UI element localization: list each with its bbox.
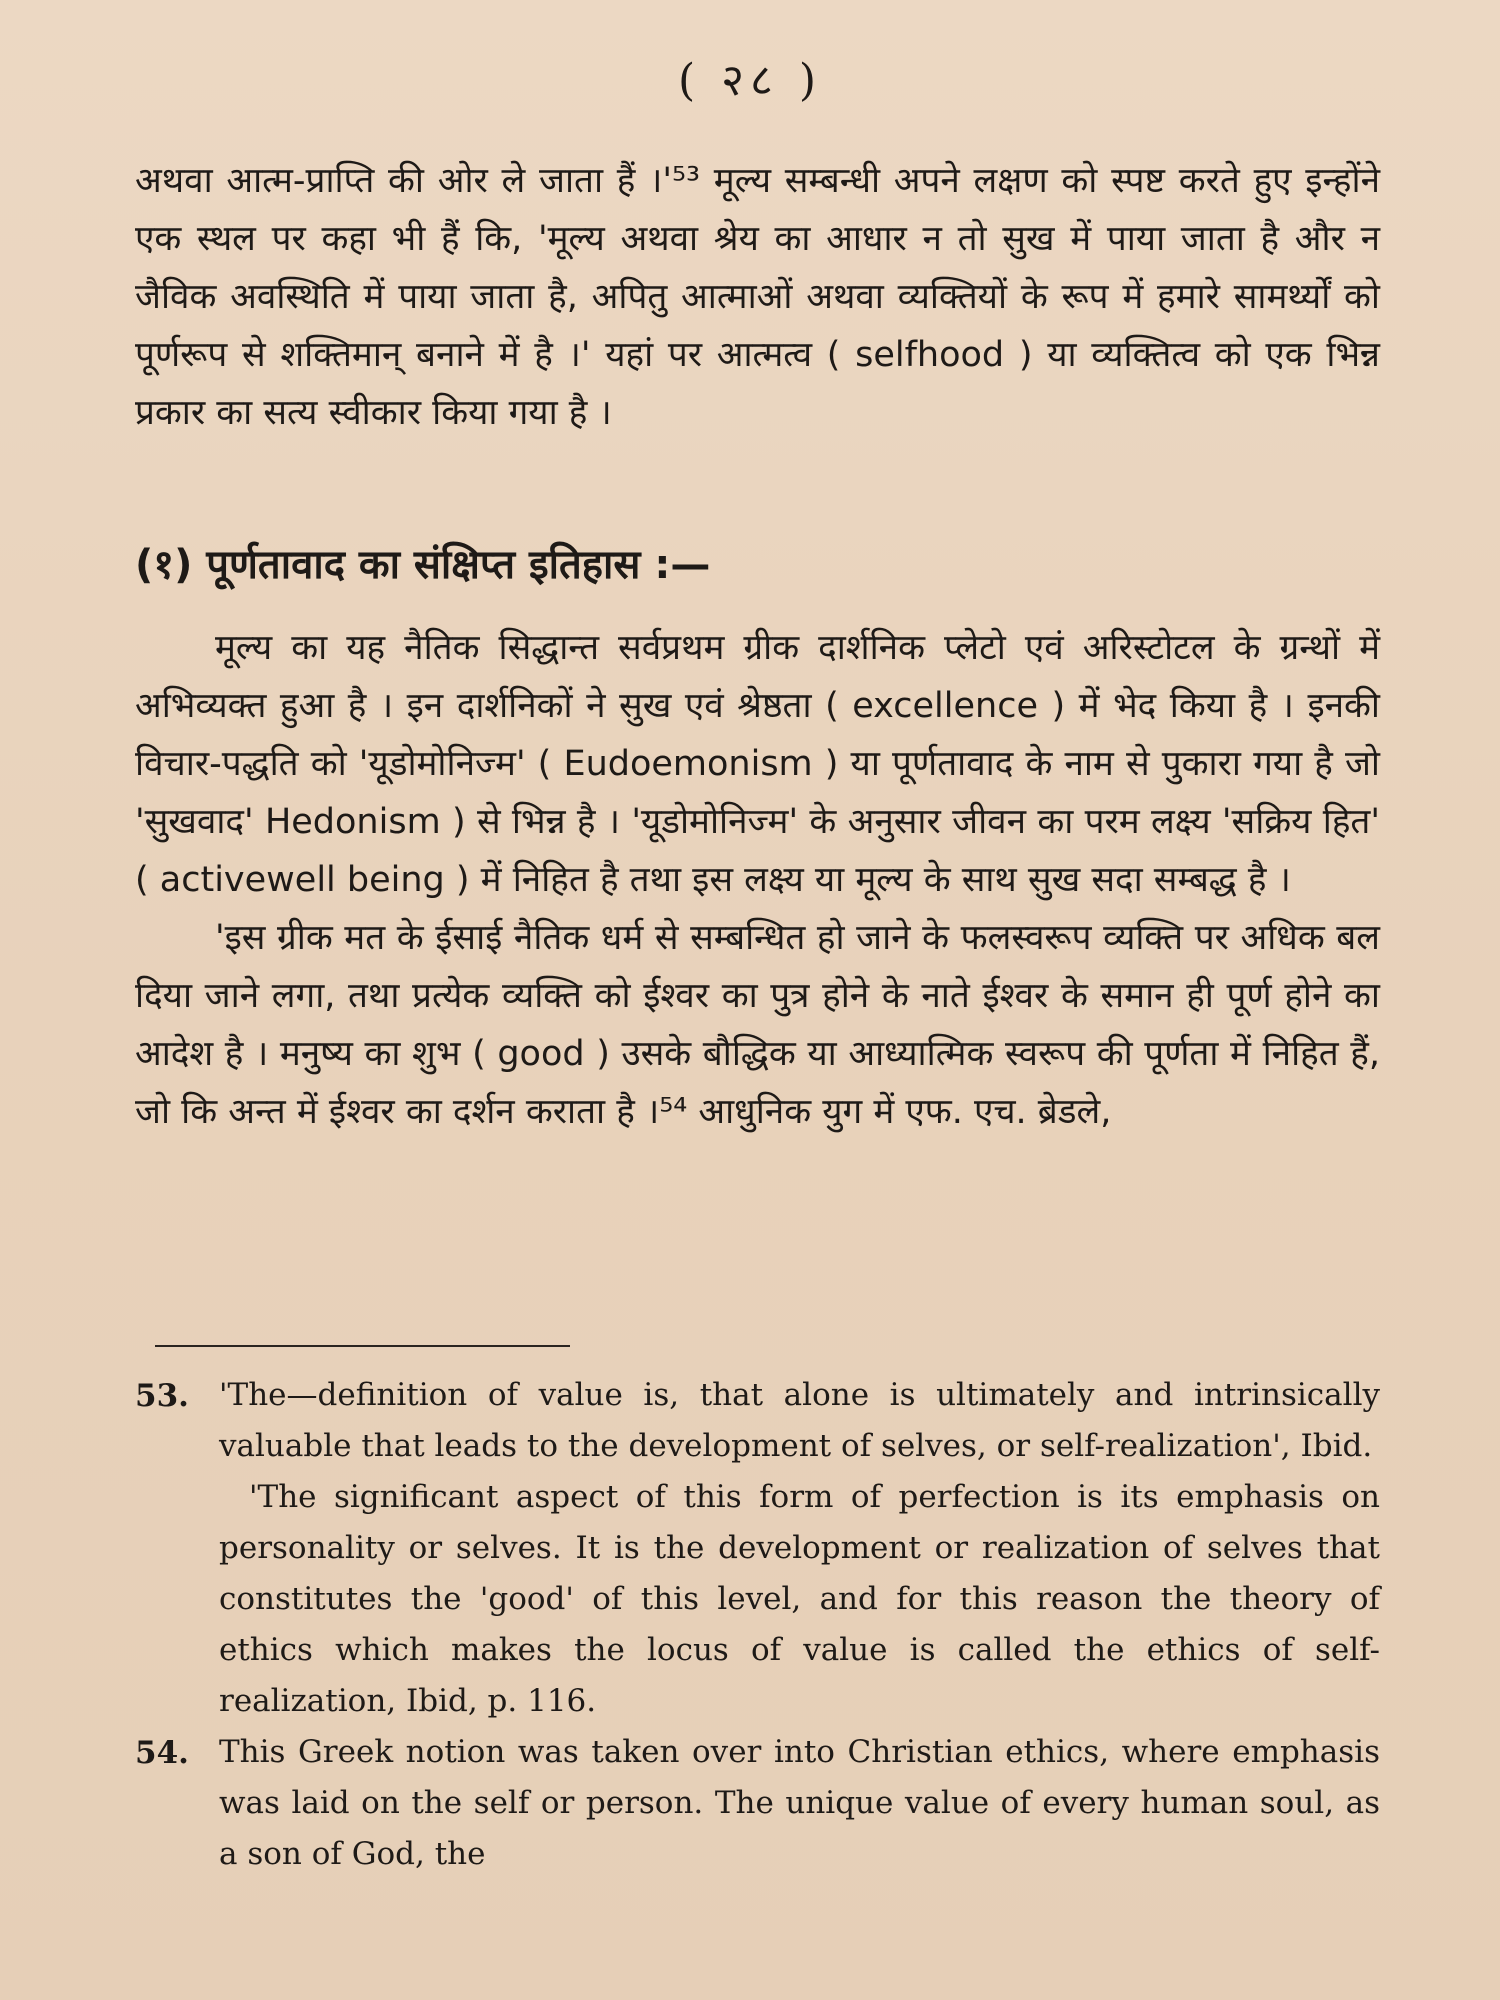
footnote-number: 53. [135, 1378, 189, 1414]
footnote-number: 54. [135, 1735, 189, 1771]
footnote-divider [155, 1345, 570, 1347]
footnotes [135, 1370, 1380, 1880]
intro-paragraph-block [135, 152, 1380, 442]
footnote-text: 'The—definition of value is, that alone is ultimately and intrinsically valuable that leads to the development of selves, or self-realization', Ibid. [219, 1377, 1380, 1464]
footnote-54 [135, 1727, 1380, 1880]
footnote-text: This Greek notion was taken over into Christian ethics, where emphasis was laid on the self or person. The unique value of every human soul, as a son of God, the [219, 1734, 1380, 1872]
perfectionism-history-paragraph: मूल्य का यह नैतिक सिद्धान्त सर्वप्रथम ग्रीक दार्शनिक प्लेटो एवं अरिस्टोटल के ग्रन्थों में अभिव्यक्त हुआ है । इन दार्शनिकों ने सुख एवं श्रेष्ठता ( excellence ) में भेद किया है । इनकी विचार-पद्धति को 'यूडोमोनिज्म' ( Eudoemonism ) या पूर्णतावाद के नाम से पुकारा गया है जो 'सुखवाद' Hedonism ) से भिन्न है । 'यूडोमोनिज्म' के अनुसार जीवन का परम लक्ष्य 'सक्रिय हित' ( activewell being ) में निहित है तथा इस लक्ष्य या मूल्य के साथ सुख सदा सम्बद्ध है । [135, 628, 1380, 900]
page-number: ( २८ ) [677, 55, 823, 106]
section-heading: (१) पूर्णतावाद का संक्षिप्त इतिहास :— [135, 542, 711, 588]
body-paragraphs [135, 619, 1380, 1141]
footnote-text: 'The significant aspect of this form of perfection is its emphasis on personality or selves. It is the development or realization of selves that constitutes the 'good' of this level, and for this reason the theory of ethics which makes the locus of value is called the ethics of self-realization, Ibid, p. 116. [219, 1479, 1380, 1719]
christian-ethics-paragraph: 'इस ग्रीक मत के ईसाई नैतिक धर्म से सम्बन्धित हो जाने के फलस्वरूप व्यक्ति पर अधिक बल दिया जाने लगा, तथा प्रत्येक व्यक्ति को ईश्वर का पुत्र होने के नाते ईश्वर के समान ही पूर्ण होने का आदेश है । मनुष्य का शुभ ( good ) उसके बौद्धिक या आध्यात्मिक स्वरूप की पूर्णता में निहित हैं, जो कि अन्त में ईश्वर का दर्शन कराता है ।⁵⁴ आधुनिक युग में एफ. एच. ब्रेडले, [135, 918, 1380, 1132]
intro-paragraph: अथवा आत्म-प्राप्ति की ओर ले जाता हैं ।'⁵³ मूल्य सम्बन्धी अपने लक्षण को स्पष्ट करते हुए इन्होंने एक स्थल पर कहा भी हैं कि, 'मूल्य अथवा श्रेय का आधार न तो सुख में पाया जाता है और न जैविक अवस्थिति में पाया जाता है, अपितु आत्माओं अथवा व्यक्तियों के रूप में हमारे सामर्थ्यों को पूर्णरूप से शक्तिमान् बनाने में है ।' यहां पर आत्मत्व ( selfhood ) या व्यक्तित्व को एक भिन्न प्रकार का सत्य स्वीकार किया गया है । [135, 161, 1380, 433]
footnote-53 [135, 1370, 1380, 1727]
